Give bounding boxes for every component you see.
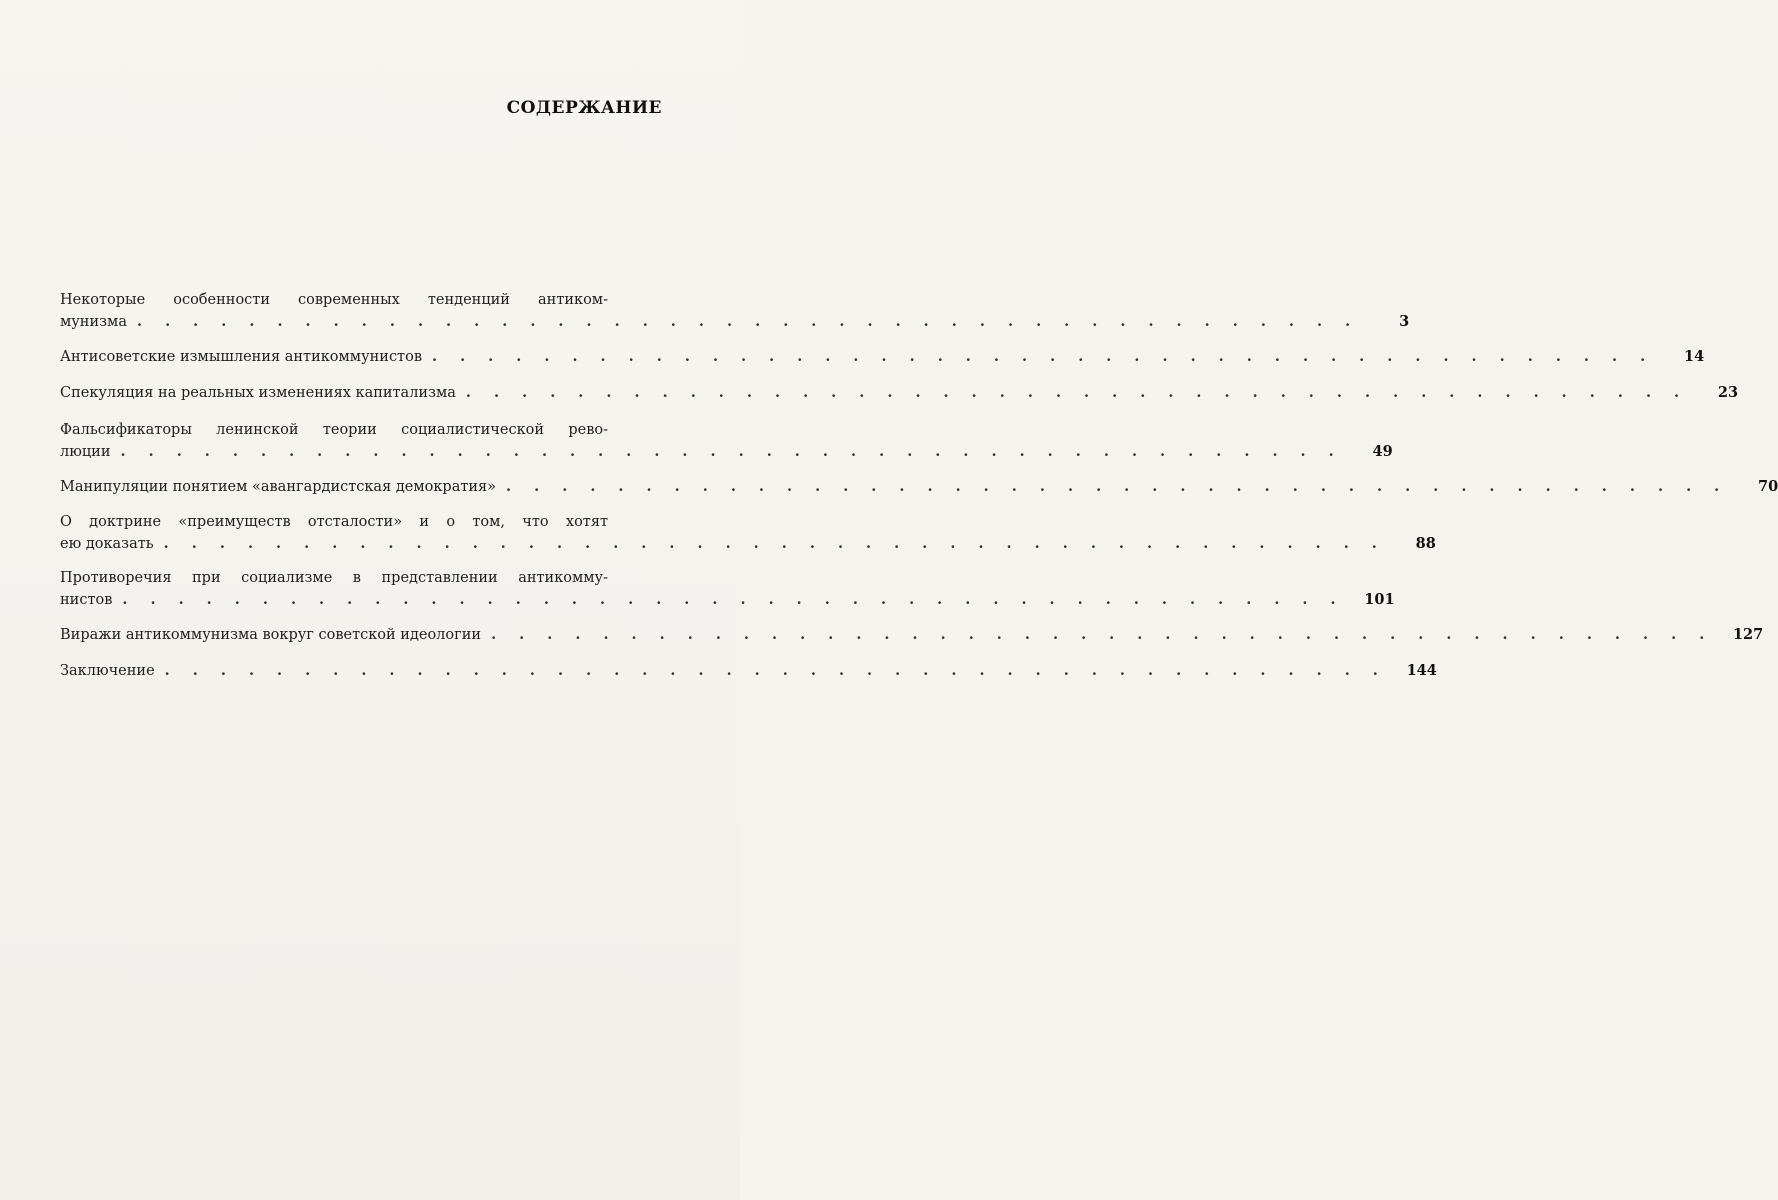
page-title: СОДЕРЖАНИЕ xyxy=(506,98,662,118)
toc-entry-row xyxy=(60,311,1410,333)
leader-dots: . . . . . . . . . . . . . . . . . . . . . . . . . . . . . . . . . . . . . . . . . . . . xyxy=(506,478,1729,495)
toc-entry xyxy=(60,420,1393,463)
toc-entry-title: Спекуляция на реальных изменениях капитализма xyxy=(60,385,456,401)
toc-entry-title: Заключение xyxy=(60,663,155,679)
toc-entry-row xyxy=(60,533,1436,555)
toc-entry-title: Виражи антикоммунизма вокруг советской идеологии xyxy=(60,627,482,643)
toc-page-number: 3 xyxy=(1399,313,1410,330)
toc-entry-title: Антисоветские измышления антикоммунистов xyxy=(60,349,422,365)
toc-entry-row xyxy=(60,624,1764,646)
leader-dots: . . . . . . . . . . . . . . . . . . . . . . . . . . . . . . . . . . . . . . . . . . . . xyxy=(163,535,1386,552)
toc-page-number: 14 xyxy=(1683,348,1705,365)
toc-page-number: 144 xyxy=(1406,662,1437,679)
toc-entry-title-line1: О доктрине «преимуществ отсталости» и о том, что хотят xyxy=(60,514,608,530)
toc-entry-row xyxy=(60,660,1437,682)
toc-page-number: 88 xyxy=(1415,535,1436,552)
toc-entry xyxy=(60,660,1437,682)
leader-dots: . . . . . . . . . . . . . . . . . . . . . . . . . . . . . . . . . . . . . . . . . . . . xyxy=(164,662,1387,679)
toc-entry xyxy=(60,346,1705,368)
leader-dots: . . . . . . . . . . . . . . . . . . . . . . . . . . . . . . . . . . . . . . . . . . . . xyxy=(122,591,1345,608)
toc-entry-title-line1: Фальсификаторы ленинской теории социалистической рево- xyxy=(60,422,608,438)
toc-entry-title: Манипуляции понятием «авангардистская демократия» xyxy=(60,479,497,495)
toc-entry-title-line2: ею доказать xyxy=(60,536,154,552)
toc-entry xyxy=(60,568,1395,611)
toc-entry xyxy=(60,382,1739,404)
toc-entry xyxy=(60,476,1778,498)
toc-page-number: 23 xyxy=(1717,384,1739,401)
toc-page-number: 101 xyxy=(1364,591,1395,608)
toc-page-number: 49 xyxy=(1372,443,1393,460)
toc-entry xyxy=(60,290,1410,333)
toc-entry-title-line2: люции xyxy=(60,444,111,460)
toc-entry-title-line1: Противоречия при социализме в представлении антикомму- xyxy=(60,570,608,586)
leader-dots: . . . . . . . . . . . . . . . . . . . . . . . . . . . . . . . . . . . . . . . . . . . . xyxy=(136,313,1360,330)
toc-entry-title-line2: мунизма xyxy=(60,314,127,330)
toc-entry-row xyxy=(60,382,1739,404)
toc-entry xyxy=(60,624,1764,646)
toc-entry-row xyxy=(60,346,1705,368)
toc-entry-row xyxy=(60,441,1393,463)
toc-page-number: 70 xyxy=(1758,478,1778,495)
leader-dots: . . . . . . . . . . . . . . . . . . . . . . . . . . . . . . . . . . . . . . . . . . . . xyxy=(465,384,1689,401)
toc-entry xyxy=(60,512,1436,555)
leader-dots: . . . . . . . . . . . . . . . . . . . . . . . . . . . . . . . . . . . . . . . . . . . . xyxy=(431,348,1655,365)
toc-entry-row xyxy=(60,589,1395,611)
leader-dots: . . . . . . . . . . . . . . . . . . . . . . . . . . . . . . . . . . . . . . . . . . . . xyxy=(491,626,1714,643)
toc-entry-title-line2: нистов xyxy=(60,592,113,608)
toc-entry-title-line1: Некоторые особенности современных тенденций антиком- xyxy=(60,292,608,308)
toc-page-number: 127 xyxy=(1732,626,1764,643)
leader-dots: . . . . . . . . . . . . . . . . . . . . . . . . . . . . . . . . . . . . . . . . . . . . xyxy=(120,443,1343,460)
toc-entry-row xyxy=(60,476,1778,498)
